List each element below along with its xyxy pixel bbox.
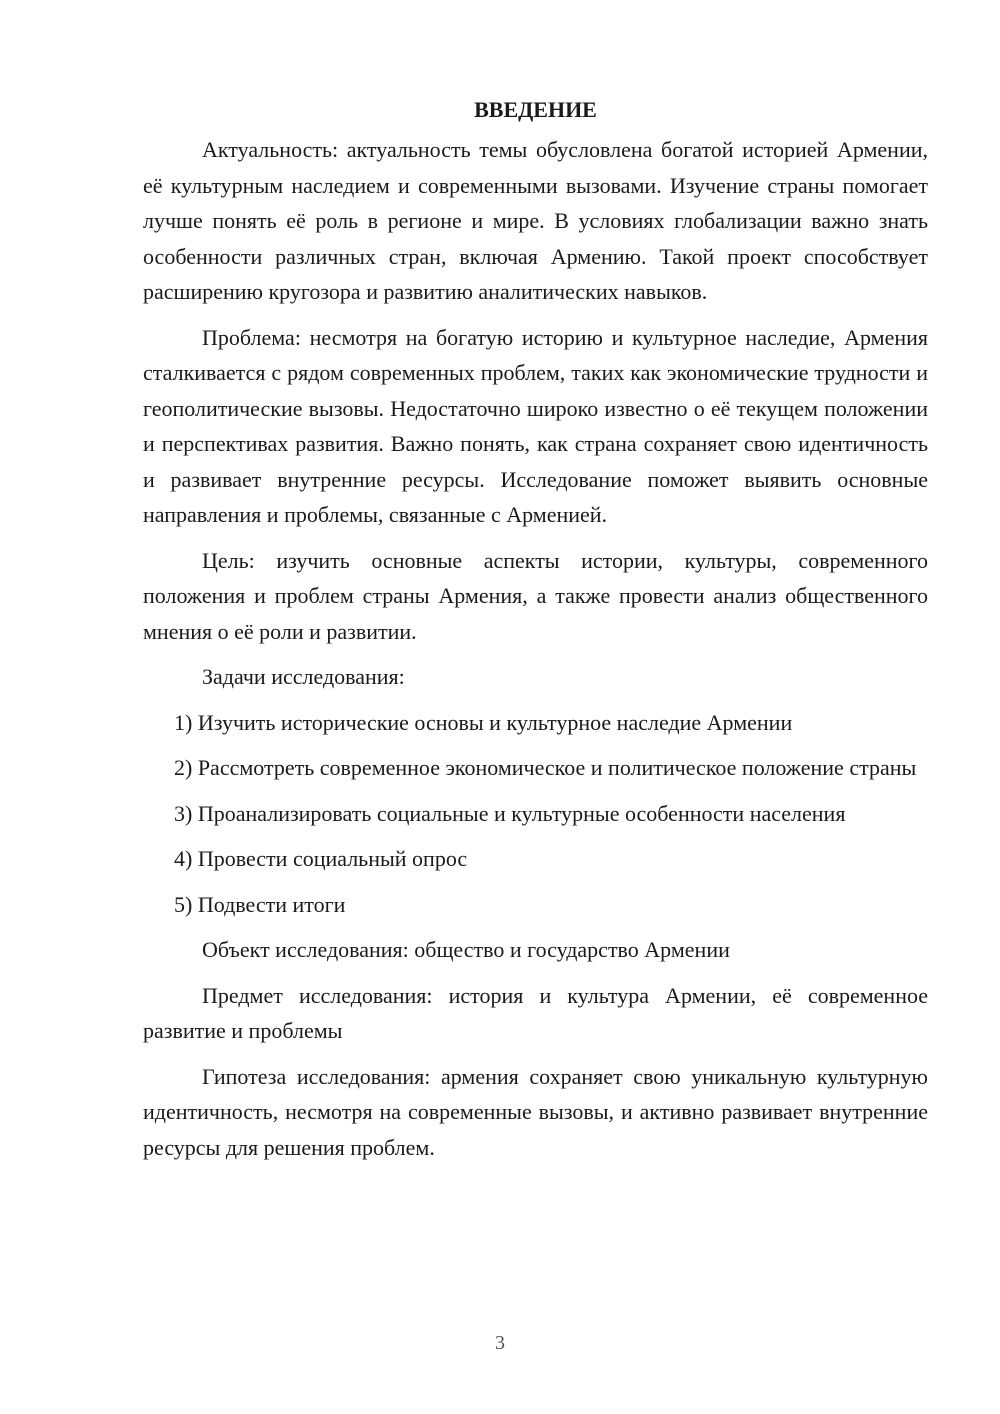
task-item: 3) Проанализировать социальные и культурные особенности населения [174, 800, 846, 826]
hypothesis-paragraph: Гипотеза исследования: армения сохраняет свою уникальную культурную идентичность, несмотря на современные вызовы, и активно развивает внутренние ресурсы для решения проблем. [143, 1063, 928, 1160]
subject-paragraph: Предмет исследования: история и культура Армении, её современное развитие и проблемы [143, 982, 928, 1043]
task-item: 2) Рассмотреть современное экономическое и политическое положение страны [174, 755, 917, 780]
tasks-heading: Задачи исследования: [202, 664, 405, 689]
page-number: 3 [495, 1332, 505, 1354]
object-paragraph: Объект исследования: общество и государство Армении [202, 937, 730, 962]
goal-paragraph: Цель: изучить основные аспекты истории, культуры, современного положения и проблем страны Армения, а также провести анализ общественного мнения о её роли и развитии. [143, 547, 928, 644]
document-page [143, 92, 928, 1175]
relevance-paragraph: Актуальность: актуальность темы обусловлена богатой историей Армении, её культурным наследием и современными вызовами. Изучение страны помогает лучше понять её роль в регионе и мире. В условиях глобализации важно знать особенности различных стран, включая Армению. Такой проект способствует расширению кругозора и развитию аналитических навыков. [143, 137, 928, 304]
task-item: 1) Изучить исторические основы и культурное наследие Армении [174, 709, 793, 735]
task-item: 5) Подвести итоги [174, 891, 346, 917]
problem-paragraph: Проблема: несмотря на богатую историю и культурное наследие, Армения сталкивается с рядом современных проблем, таких как экономические трудности и геополитические вызовы. Недостаточно широко известно о её текущем положении и перспективах развития. Важно понять, как страна сохраняет свою идентичность и развивает внутренние ресурсы. Исследование поможет выявить основные направления и проблемы, связанные с Арменией. [143, 324, 928, 527]
section-title: ВВЕДЕНИЕ [474, 97, 597, 122]
task-item: 4) Провести социальный опрос [174, 846, 468, 871]
